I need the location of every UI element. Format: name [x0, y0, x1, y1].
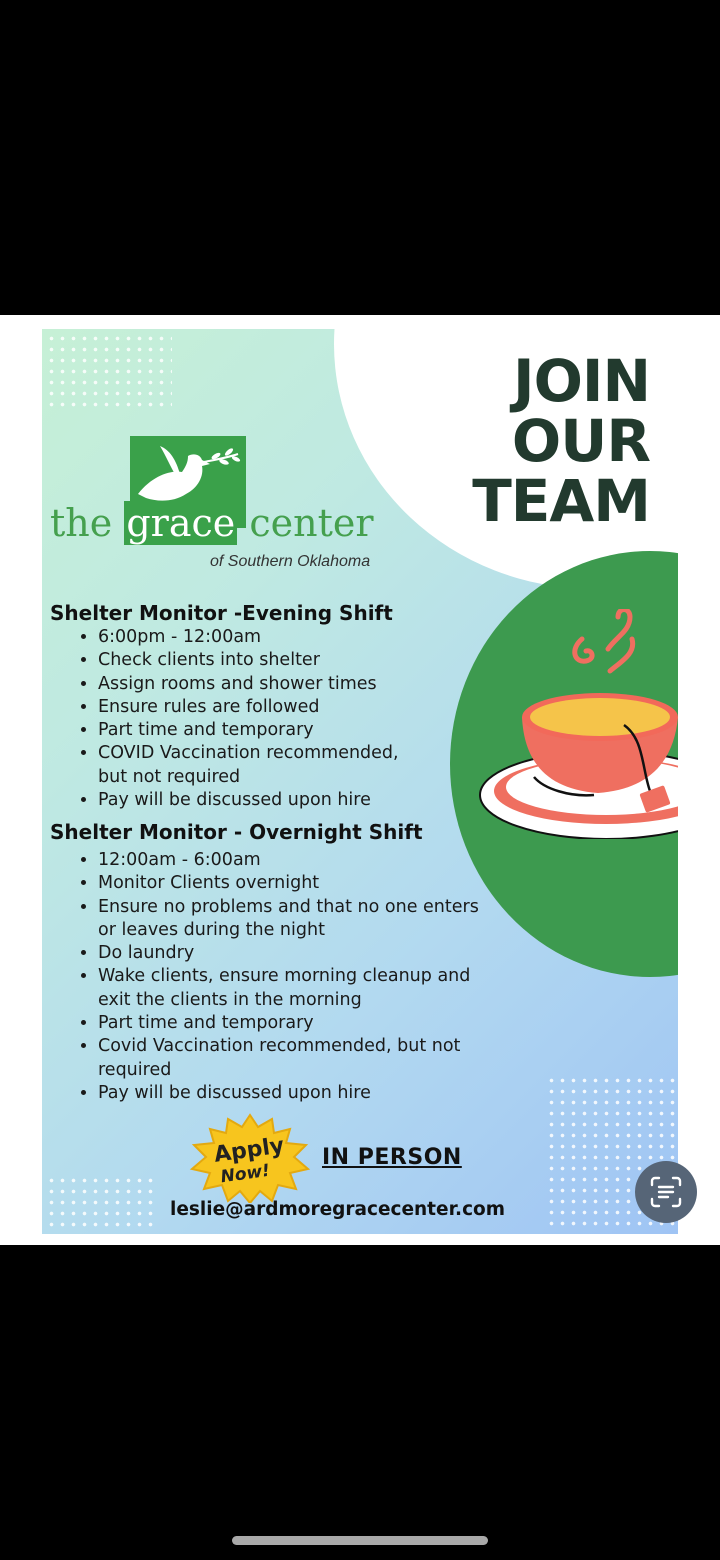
list-item: • Check clients into shelter	[98, 649, 490, 672]
text-scan-icon	[649, 1175, 683, 1209]
overnight-shift-title: Shelter Monitor - Overnight Shift	[50, 820, 423, 844]
overnight-shift-list	[50, 849, 490, 1105]
list-item: • Covid Vaccination recommended, but not required	[98, 1035, 493, 1082]
headline-line-2: OUR	[511, 407, 650, 475]
logo-word-center: center	[249, 501, 374, 545]
list-item: • COVID Vaccination recommended, but not required	[98, 742, 428, 789]
evening-shift-list	[50, 626, 490, 812]
logo-word-the: the	[50, 501, 113, 545]
apply-now-badge	[188, 1113, 312, 1207]
logo-subtitle: of Southern Oklahoma	[210, 553, 371, 570]
list-item: • Wake clients, ensure morning cleanup and exit the clients in the morning	[98, 965, 493, 1012]
in-person-label: IN PERSON	[322, 1145, 462, 1170]
join-our-team-headline	[472, 347, 650, 535]
overnight-shift-section	[50, 819, 490, 1105]
list-item: • Ensure no problems and that no one enters or leaves during the night	[98, 896, 483, 943]
list-item: • Pay will be discussed upon hire	[98, 789, 490, 812]
decor-dots-bottom-left	[46, 1175, 158, 1229]
logo-word-grace: grace	[126, 501, 236, 545]
text-scan-button[interactable]	[635, 1161, 697, 1223]
home-indicator[interactable]	[232, 1536, 488, 1545]
list-item: • 12:00am - 6:00am	[98, 849, 490, 872]
now-text: Now!	[219, 1160, 272, 1188]
decor-dots-top-left	[46, 333, 172, 411]
list-item: • Assign rooms and shower times	[98, 673, 490, 696]
teacup-icon	[474, 609, 678, 843]
list-item: • Part time and temporary	[98, 719, 490, 742]
contact-email: leslie@ardmoregracecenter.com	[170, 1199, 506, 1220]
list-item: • Monitor Clients overnight	[98, 872, 490, 895]
list-item: • Part time and temporary	[98, 1012, 490, 1035]
list-item: • 6:00pm - 12:00am	[98, 626, 490, 649]
headline-line-1: JOIN	[512, 347, 650, 415]
headline-line-3: TEAM	[472, 467, 650, 535]
list-item: • Do laundry	[98, 942, 490, 965]
evening-shift-section	[50, 600, 490, 812]
apply-text: Apply	[212, 1133, 286, 1168]
list-item: • Ensure rules are followed	[98, 696, 490, 719]
evening-shift-title: Shelter Monitor -Evening Shift	[50, 601, 393, 625]
grace-center-logo	[50, 501, 374, 545]
list-item: • Pay will be discussed upon hire	[98, 1082, 490, 1105]
job-flyer-image	[42, 329, 678, 1234]
